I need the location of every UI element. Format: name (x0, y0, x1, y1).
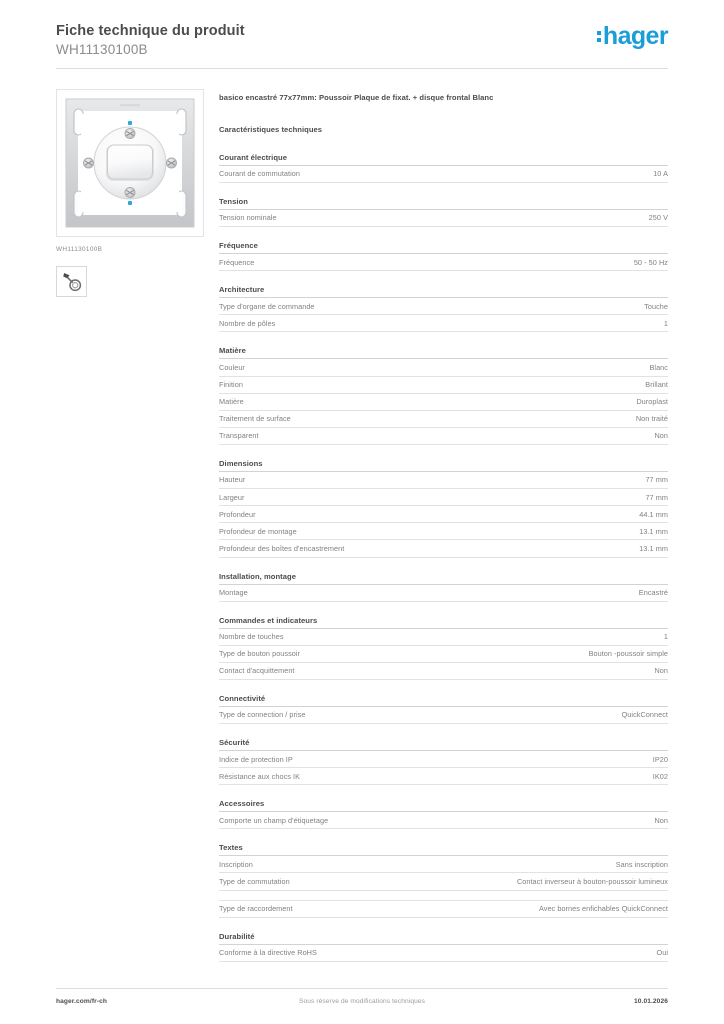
logo-wordmark: hager (602, 22, 668, 50)
spec-label: Type de bouton poussoir (219, 649, 301, 659)
spec-group (219, 459, 668, 558)
spec-label: Profondeur (219, 509, 256, 519)
page-title: Fiche technique du produit (56, 23, 245, 39)
spec-value: Oui (656, 948, 668, 958)
footer-disclaimer: Sous réserve de modifications techniques (298, 998, 426, 1005)
spec-label: Type d'organe de commande (219, 301, 315, 311)
header-titles (56, 22, 245, 59)
spec-label: Contact d'acquittement (219, 666, 295, 676)
spec-row (219, 506, 668, 523)
spec-value: Contact inverseur à bouton-poussoir lumineux (516, 876, 668, 886)
footer-date: 10.01.2026 (633, 998, 668, 1005)
spec-row (219, 812, 668, 829)
spec-group-title: Courant électrique (219, 153, 668, 166)
spec-row (219, 298, 668, 315)
spec-row (219, 377, 668, 394)
spec-row (219, 210, 668, 227)
spec-label: Conforme à la directive RoHS (219, 948, 317, 958)
spec-label: Hauteur (219, 475, 246, 485)
spec-value: 1 (663, 318, 668, 328)
spec-group-title: Durabilité (219, 932, 668, 945)
spec-group-title: Installation, montage (219, 572, 668, 585)
spec-group (219, 694, 668, 724)
spec-label: Transparent (219, 431, 259, 441)
spec-label: Inscription (219, 859, 253, 869)
header-divider (56, 68, 668, 69)
spec-value: IK02 (652, 771, 668, 781)
spec-row (219, 900, 668, 918)
spec-value: Encastré (638, 588, 668, 597)
spec-row (219, 428, 668, 445)
spec-group-title: Architecture (219, 285, 668, 298)
pictogram-box (56, 266, 87, 297)
spec-row (219, 540, 668, 557)
spec-group (219, 799, 668, 829)
spec-label: Profondeur de montage (219, 526, 297, 536)
spec-value: IP20 (652, 754, 668, 764)
spec-label: Couleur (219, 362, 245, 372)
spec-group-title: Commandes et indicateurs (219, 616, 668, 629)
logo-colon-icon (597, 31, 601, 43)
specifications-area (219, 93, 668, 962)
spec-label: Fréquence (219, 257, 255, 267)
spec-label: Indice de protection IP (219, 754, 293, 764)
spec-group-title: Accessoires (219, 799, 668, 812)
spec-value: Blanc (649, 362, 668, 372)
spec-group (219, 241, 668, 271)
spec-row (219, 254, 668, 271)
spec-row (219, 945, 668, 962)
spec-row (219, 472, 668, 489)
spec-row (219, 707, 668, 724)
spec-value: Duroplast (636, 397, 668, 407)
spec-group (219, 197, 668, 227)
spec-group-title: Tension (219, 197, 668, 210)
spec-value: Touche (644, 301, 668, 311)
spec-row (219, 489, 668, 506)
spec-label: Courant de commutation (219, 169, 301, 179)
footer-website[interactable]: hager.com/fr-ch (56, 998, 107, 1005)
spec-row (219, 166, 668, 183)
footer-divider (56, 988, 668, 989)
spec-value: 1 (663, 632, 668, 642)
spec-label: Traitement de surface (219, 414, 291, 424)
hager-logo (597, 24, 668, 49)
mounting-tool-icon (61, 271, 83, 293)
spec-value: QuickConnect (621, 710, 668, 720)
spec-group-title: Dimensions (219, 459, 668, 472)
spec-row (219, 663, 668, 680)
spec-label: Largeur (219, 492, 245, 502)
spec-group-title: Fréquence (219, 241, 668, 254)
spec-row (219, 359, 668, 376)
page-footer (56, 998, 668, 1005)
spec-group (219, 616, 668, 680)
spec-row (219, 768, 668, 785)
spec-value: 13.1 mm (639, 526, 668, 536)
spec-label: Tension nominale (219, 213, 277, 223)
spec-label: Matière (219, 397, 244, 407)
spec-group (219, 843, 668, 917)
page-header (56, 22, 668, 66)
spec-group-title: Textes (219, 843, 668, 856)
spec-row (219, 629, 668, 646)
spec-group-title: Connectivité (219, 694, 668, 707)
product-description: basico encastré 77x77mm: Poussoir Plaque de fixat. + disque frontal Blanc (219, 93, 494, 102)
frame-brand-mark (120, 104, 140, 106)
product-illustration-svg (62, 95, 198, 231)
spec-value: Bouton -poussoir simple (588, 649, 668, 659)
spec-label: Finition (219, 380, 243, 390)
spec-label: Type de commutation (219, 876, 290, 886)
spec-group (219, 738, 668, 785)
spec-label: Résistance aux chocs IK (219, 771, 301, 781)
spec-value: 77 mm (645, 492, 668, 502)
spec-group (219, 346, 668, 445)
spec-row (219, 411, 668, 428)
spec-row (219, 751, 668, 768)
spec-group (219, 572, 668, 602)
product-reference: WH11130100B (56, 42, 148, 58)
product-media-column (56, 89, 204, 297)
spec-value: Non (654, 666, 668, 676)
spec-value: 250 V (648, 213, 668, 223)
spec-value: 44.1 mm (639, 509, 668, 519)
spec-value: 77 mm (645, 475, 668, 485)
spec-row (219, 873, 668, 890)
spec-label: Nombre de touches (219, 632, 284, 642)
spec-row (219, 646, 668, 663)
spec-label: Nombre de pôles (219, 318, 276, 328)
product-image (56, 89, 204, 237)
product-image-caption: WH11130100B (56, 246, 103, 253)
spec-value: Brillant (645, 380, 668, 390)
spec-group (219, 932, 668, 962)
spec-value: Non (654, 815, 668, 825)
spec-group (219, 153, 668, 183)
specification-groups (219, 153, 668, 962)
spec-value: 10 A (653, 169, 668, 179)
specifications-heading: Caractéristiques techniques (219, 124, 323, 134)
spec-row (219, 856, 668, 873)
spec-value: 13.1 mm (639, 543, 668, 553)
spec-value: Non traité (635, 414, 668, 424)
spec-row (219, 585, 668, 602)
spec-group-title: Sécurité (219, 738, 668, 751)
spec-label: Type de raccordement (219, 904, 293, 914)
spec-value: Sans inscription (615, 859, 668, 869)
spec-group-title: Matière (219, 346, 668, 359)
spec-label: Type de connection / prise (219, 710, 306, 720)
spec-value: 50 - 50 Hz (633, 257, 668, 267)
push-button (106, 145, 154, 181)
spec-value: Non (654, 431, 668, 441)
spec-label: Comporte un champ d'étiquetage (219, 815, 329, 825)
spec-row (219, 394, 668, 411)
spec-label: Profondeur des boîtes d'encastrement (219, 543, 345, 553)
spec-label: Montage (219, 588, 248, 597)
spec-group (219, 285, 668, 332)
spec-row (219, 523, 668, 540)
spec-row (219, 315, 668, 332)
spec-value: Avec bornes enfichables QuickConnect (538, 904, 668, 914)
